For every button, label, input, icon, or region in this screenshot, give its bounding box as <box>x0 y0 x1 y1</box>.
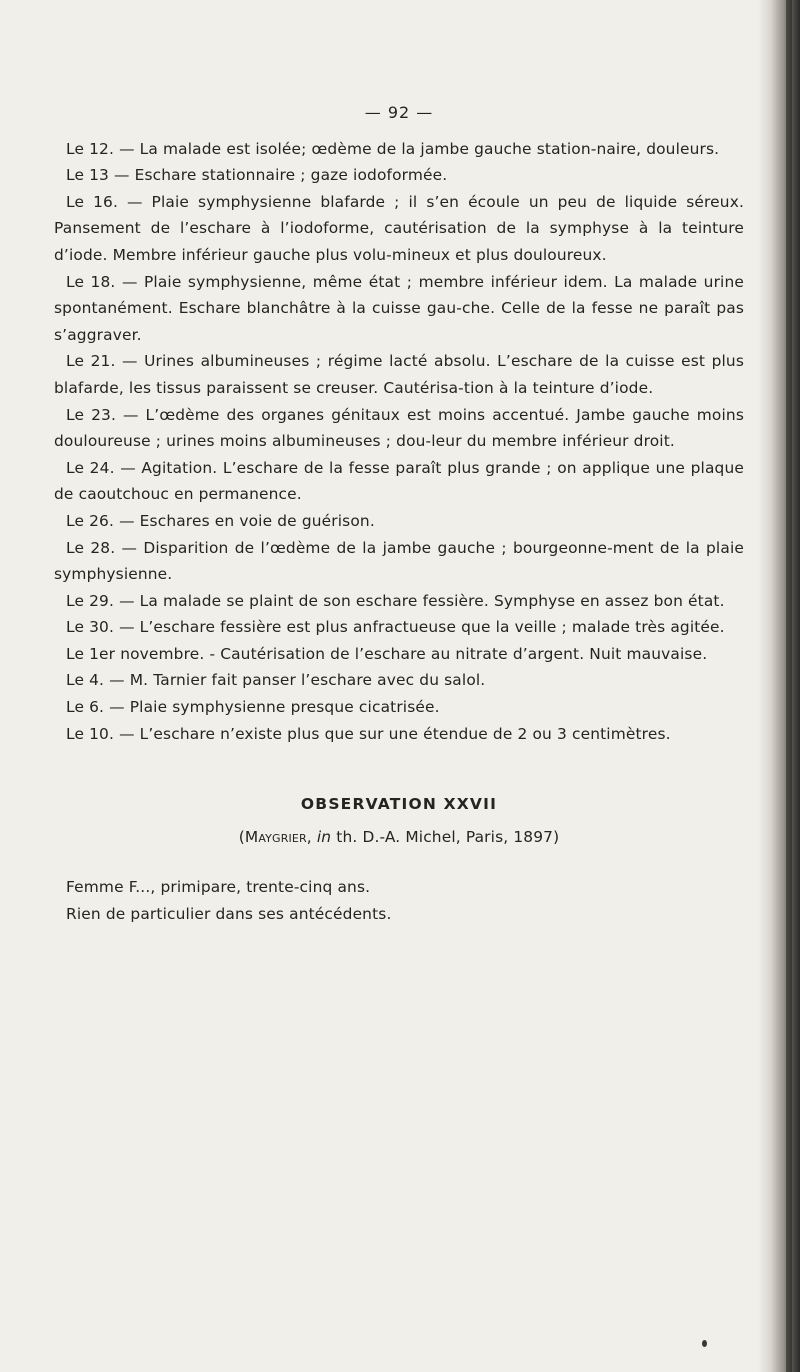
source-in: in <box>316 827 332 846</box>
source-details: th. D.-A. Michel, Paris, 1897) <box>336 827 560 846</box>
entry-paragraph: Le 24. — Agitation. L’eschare de la fesse paraît plus grande ; on applique une plaque de caoutchouc en permanence. <box>54 458 744 504</box>
intro-line: Rien de particulier dans ses antécédents. <box>66 905 392 924</box>
entry-paragraph: Le 23. — L’œdème des organes génitaux est moins accentué. Jambe gauche moins douloureuse ; urines moins albumineuses ; dou-leur du membre inférieur droit. <box>54 405 744 451</box>
entry-paragraph: Le 4. — M. Tarnier fait panser l’eschare avec du salol. <box>66 671 486 690</box>
entry-paragraph: Le 12. — La malade est isolée; œdème de la jambe gauche station-naire, douleurs. <box>66 139 720 158</box>
page-number: — 92 — <box>364 103 434 122</box>
observation-intro <box>54 874 744 927</box>
entry-paragraph: Le 28. — Disparition de l’œdème de la jambe gauche ; bourgeonne-ment de la plaie symphysienne. <box>54 538 744 584</box>
entry-paragraph: Le 6. — Plaie symphysienne presque cicatrisée. <box>66 698 440 717</box>
entry-paragraph: Le 21. — Urines albumineuses ; régime lacté absolu. L’eschare de la cuisse est plus blafarde, les tissus paraissent se creuser. Cautérisa-tion à la teinture d’iode. <box>54 352 744 397</box>
entry-paragraph: Le 18. — Plaie symphysienne, même état ; membre inférieur idem. La malade urine spontanément. Eschare blanchâtre à la cuisse gau-che. Celle de la fesse ne paraît pas s’aggraver. <box>54 272 744 344</box>
observation-header <box>54 791 744 850</box>
observation-source <box>54 824 744 851</box>
intro-line: Femme F..., primipare, trente-cinq ans. <box>66 878 371 897</box>
ink-speck <box>702 1340 707 1347</box>
observation-title: OBSERVATION XXVII <box>300 795 498 814</box>
entry-paragraph: Le 30. — L’eschare fessière est plus anfractueuse que la veille ; malade très agitée. <box>66 618 725 637</box>
page-content <box>54 100 744 928</box>
book-binding-edge <box>758 0 800 1372</box>
entry-paragraph: Le 29. — La malade se plaint de son eschare fessière. Symphyse en assez bon état. <box>66 591 725 610</box>
entry-paragraph: Le 26. — Eschares en voie de guérison. <box>66 511 375 530</box>
source-author: Maygrier, <box>244 827 312 846</box>
entry-paragraph: Le 16. — Plaie symphysienne blafarde ; il s’en écoule un peu de liquide séreux. Pansement de l’eschare à l’iodoforme, cautérisation de la symphyse à la teinture d’iode. Membre inférieur gauche plus volu-mineux et plus douloureux. <box>54 192 744 264</box>
entry-paragraph: Le 1er novembre. - Cautérisation de l’eschare au nitrate d’argent. Nuit mauvaise. <box>66 644 708 663</box>
source-open-paren: ( <box>238 827 245 846</box>
entry-paragraph: Le 13 — Eschare stationnaire ; gaze iodoformée. <box>66 166 448 185</box>
binding-shadow <box>786 0 792 1372</box>
entry-paragraph: Le 10. — L’eschare n’existe plus que sur une étendue de 2 ou 3 centimètres. <box>66 724 671 743</box>
